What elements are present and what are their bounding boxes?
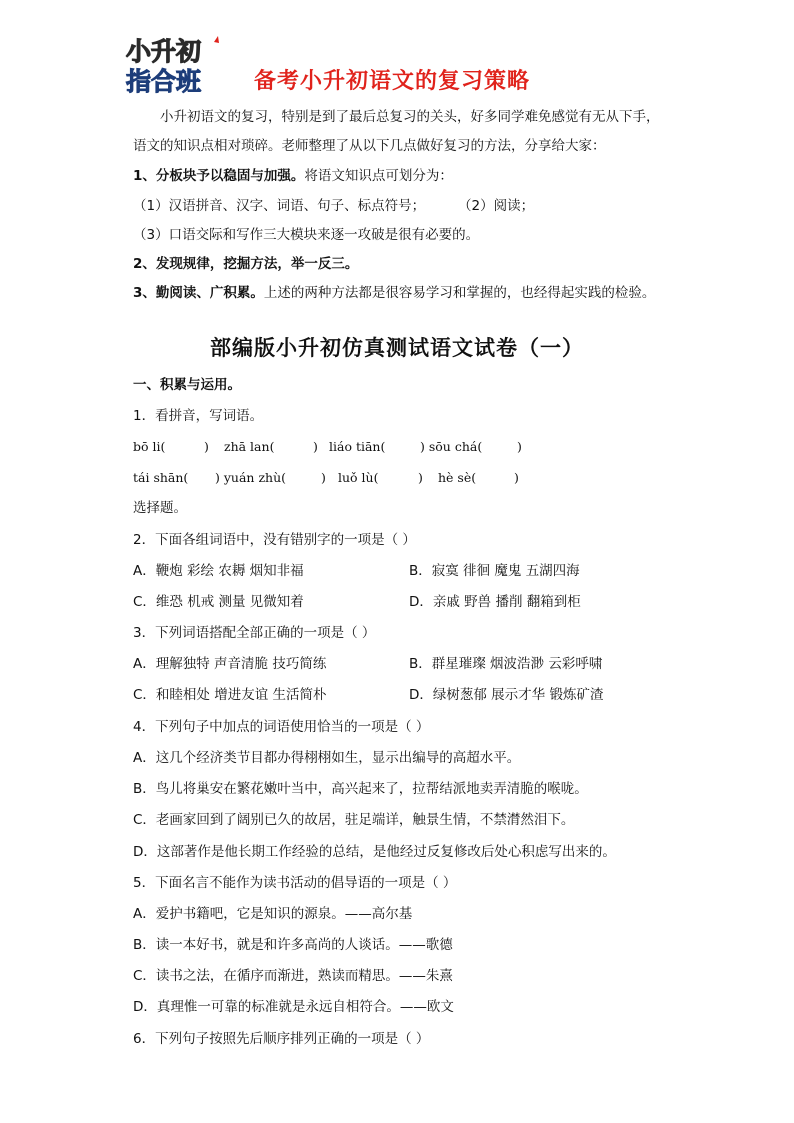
tip-1-sub-1: （1）汉语拼音、汉字、词语、句子、标点符号； [133,198,426,214]
question-2: 2．下面各组词语中，没有错别字的一项是（ ） [133,532,416,548]
logo-line1: 小升初 [126,37,202,66]
tip-1-sub-2: （2）阅读； [458,198,535,214]
option-d: D．亲戚 野兽 播削 翻箱到柜 [409,594,581,610]
logo [122,34,230,96]
option-b: B．鸟儿将巢安在繁花嫩叶当中，高兴起来了，拉帮结派地卖弄清脆的喉咙。 [133,781,588,797]
option-a: A．鞭炮 彩绘 农耨 烟知非福 [133,563,304,579]
option-a: A．这几个经济类节目都办得栩栩如生，显示出编导的高超水平。 [133,750,521,766]
option-c: C．老画家回到了阔别已久的故居，驻足端详，触景生情，不禁潸然泪下。 [133,812,575,828]
tip-3 [133,284,655,302]
option-c: C．维恐 机戒 测量 见微知着 [133,594,304,610]
option-d: D．这部著作是他长期工作经验的总结，是他经过反复修改后处心积虑写出来的。 [133,844,616,860]
pinyin-paren: ) [514,470,519,485]
question-5: 5．下面名言不能作为读书活动的倡导语的一项是（ ） [133,875,457,891]
question-1: 1．看拼音，写词语。 [133,408,264,424]
intro-line-2: 语文的知识点相对琐碎。老师整理了从以下几点做好复习的方法，分享给大家： [133,138,606,154]
header-title: 备考小升初语文的复习策略 [254,69,531,94]
option-a: A．理解独特 声音清脆 技巧简练 [133,656,327,672]
exam-title: 部编版小升初仿真测试语文试卷（一） [210,336,584,360]
pinyin-paren: ) [313,439,318,454]
option-c: C．和睦相处 增进友谊 生活简朴 [133,687,327,703]
logo-spark-icon [214,36,219,43]
section-heading: 一、积累与运用。 [133,377,241,393]
tip-1-sub-3: （3）口语交际和写作三大模块来逐一攻破是很有必要的。 [133,227,480,243]
option-a: A．爱护书籍吧，它是知识的源泉。——高尔基 [133,906,413,922]
pinyin-paren: ) [418,470,423,485]
tip-1-text: 将语文知识点可划分为： [304,168,453,184]
pinyin-item: ) yuán zhù( [215,470,287,485]
pinyin-item: bō li( [133,439,166,454]
logo-line2: 指合班 [126,67,202,96]
question-6: 6．下列句子按照先后顺序排列正确的一项是（ ） [133,1031,430,1047]
tip-1-heading: 1、分板块予以稳固与加强。 [133,168,305,184]
pinyin-item: hè sè( [438,470,477,485]
tip-3-heading: 3、勤阅读、广积累。 [133,285,264,301]
tip-1 [133,167,453,185]
pinyin-paren: ) [517,439,522,454]
pinyin-item: luǒ lù( [338,470,379,485]
tip-2: 2、发现规律，挖掘方法，举一反三。 [133,256,359,272]
question-4: 4．下列句子中加点的词语使用恰当的一项是（ ） [133,719,430,735]
option-d: D．真理惟一可靠的标准就是永远自相符合。——欧文 [133,999,454,1015]
option-b: B．群星璀璨 烟波浩渺 云彩呼啸 [409,656,603,672]
pinyin-item: ) sōu chá( [420,439,483,454]
pinyin-paren: ) [321,470,326,485]
pinyin-item: liáo tiān( [329,439,386,454]
pinyin-item: zhā lan( [224,439,275,454]
pinyin-item: tái shān( [133,470,189,485]
pinyin-paren: ) [204,439,209,454]
option-c: C．读书之法，在循序而渐进，熟读而精思。——朱熹 [133,968,453,984]
option-b: B．读一本好书，就是和许多高尚的人谈话。——歌德 [133,937,453,953]
option-b: B．寂寞 徘徊 魔鬼 五湖四海 [409,563,580,579]
question-3: 3．下列词语搭配全部正确的一项是（ ） [133,625,376,641]
tip-3-text: 上述的两种方法都是很容易学习和掌握的，也经得起实践的检验。 [263,285,656,301]
intro-line-1: 小升初语文的复习，特别是到了最后总复习的关头，好多同学难免感觉有无从下手， [160,109,660,125]
option-d: D．绿树葱郁 展示才华 锻炼矿渣 [409,687,604,703]
choice-heading: 选择题。 [133,500,187,516]
